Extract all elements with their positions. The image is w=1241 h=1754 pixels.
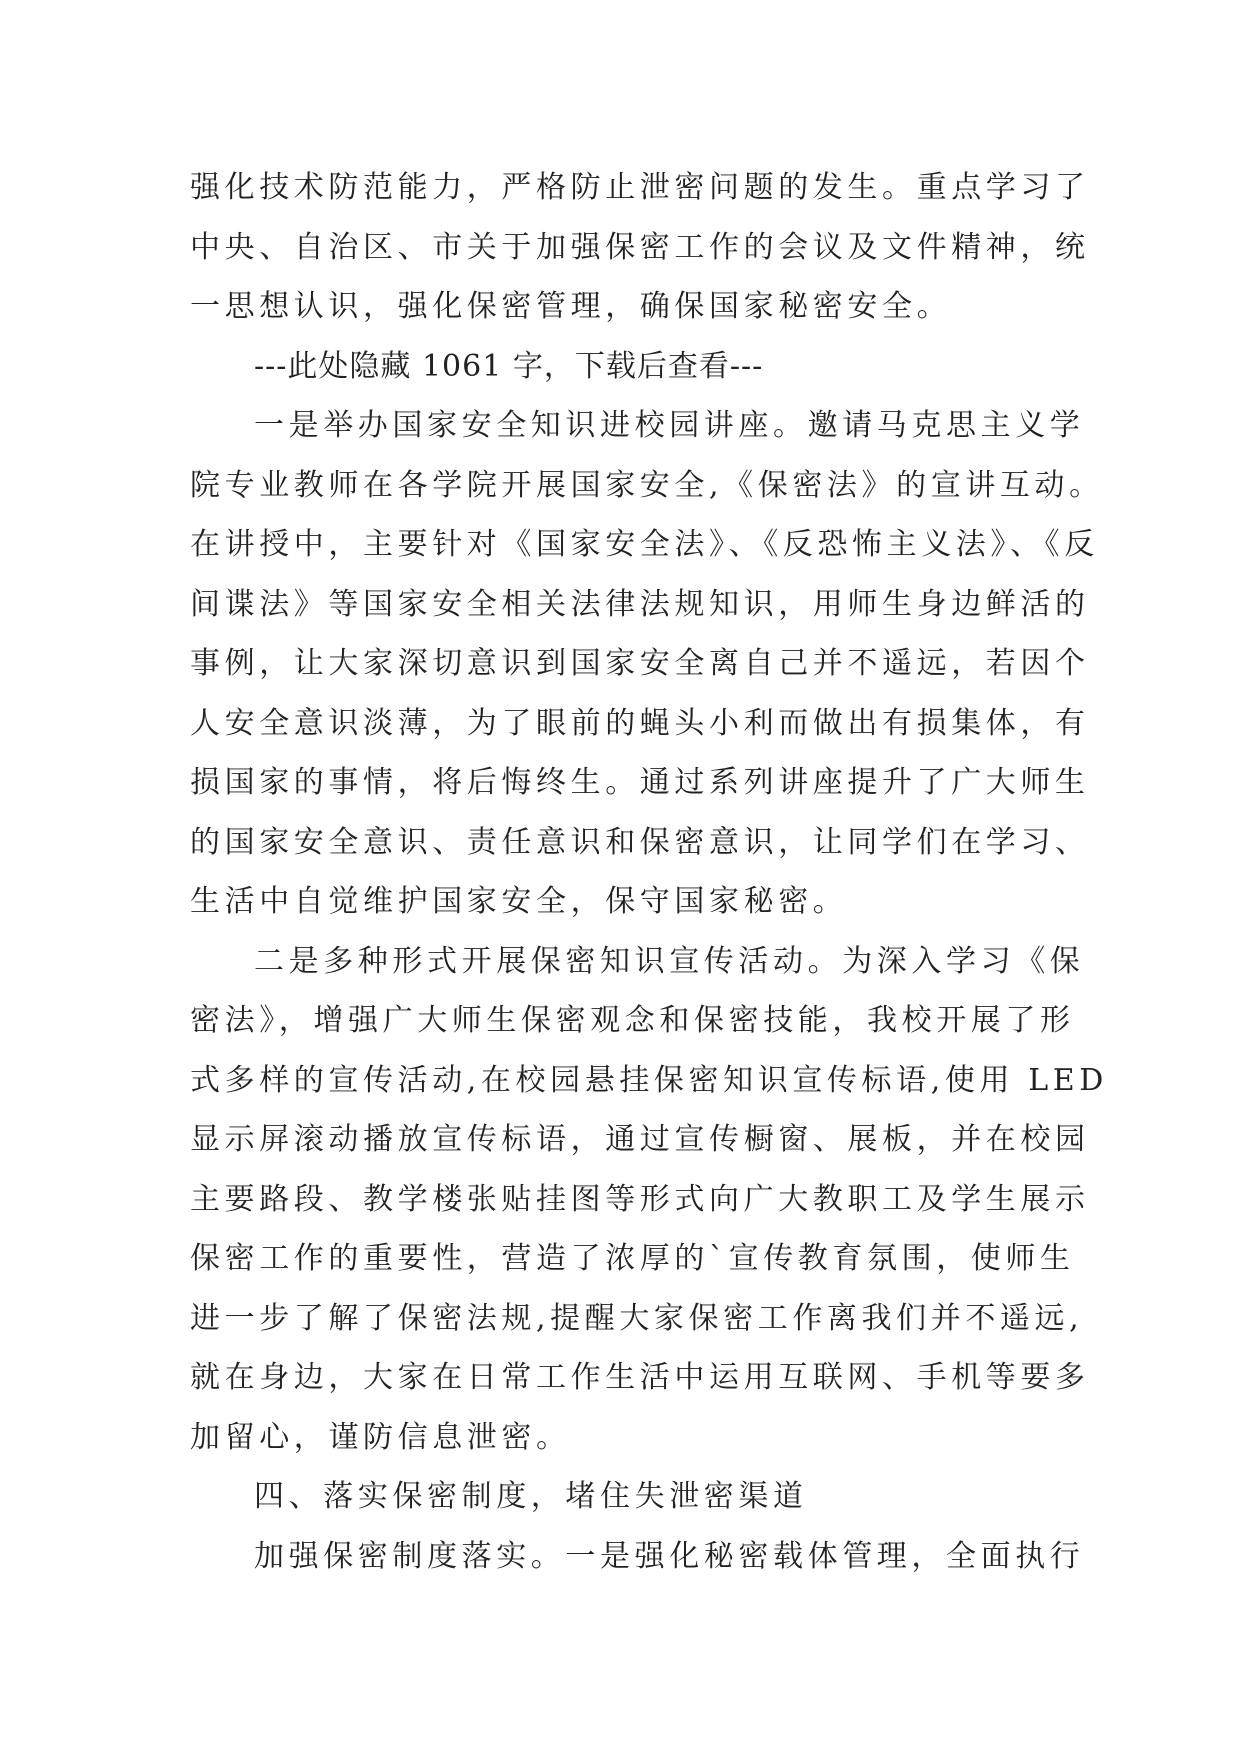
text-line: 进一步了解了保密法规,提醒大家保密工作离我们并不遥远, <box>190 1300 1084 1336</box>
paragraph-start-line: 加强保密制度落实。一是强化秘密载体管理，全面执行 <box>254 1538 1085 1574</box>
text-line: 中央、自治区、市关于加强保密工作的会议及文件精神，统 <box>190 229 1090 265</box>
text-line: 院专业教师在各学院开展国家安全,《保密法》的宣讲互动。 <box>190 467 1104 503</box>
text-line: 加留心，谨防信息泄密。 <box>190 1419 571 1455</box>
text-line: 主要路段、教学楼张贴挂图等形式向广大教职工及学生展示 <box>190 1181 1090 1217</box>
text-line: 人安全意识淡薄，为了眼前的蝇头小利而做出有损集体，有 <box>190 705 1090 741</box>
text-line: 显示屏滚动播放宣传标语，通过宣传橱窗、展板，并在校园 <box>190 1122 1090 1157</box>
text-line: 就在身边，大家在日常工作生活中运用互联网、手机等要多 <box>190 1360 1090 1395</box>
text-line: 生活中自觉维护国家安全，保守国家秘密。 <box>190 884 848 919</box>
text-line: 在讲授中，主要针对《国家安全法》、《反恐怖主义法》、《反 <box>190 527 1099 562</box>
text-line: 事例，让大家深切意识到国家安全离自己并不遥远，若因个 <box>190 646 1090 681</box>
text-line: 式多样的宣传活动,在校园悬挂保密知识宣传标语,使用 LED <box>190 1062 1108 1098</box>
text-line: 的国家安全意识、责任意识和保密意识，让同学们在学习、 <box>190 824 1090 860</box>
document-body <box>190 158 1108 1586</box>
text-line: 损国家的事情，将后悔终生。通过系列讲座提升了广大师生 <box>190 765 1090 800</box>
text-line: 一思想认识，强化保密管理，确保国家秘密安全。 <box>190 289 952 324</box>
text-line: 强化技术防范能力，严格防止泄密问题的发生。重点学习了 <box>190 170 1090 205</box>
text-line: 保密工作的重要性，营造了浓厚的`宣传教育氛围，使师生 <box>190 1241 1075 1276</box>
paragraph-start-line: 一是举办国家安全知识进校园讲座。邀请马克思主义学 <box>254 408 1085 443</box>
text-line: 间谍法》等国家安全相关法律法规知识，用师生身边鲜活的 <box>190 586 1090 622</box>
text-line: 密法》，增强广大师生保密观念和保密技能，我校开展了形 <box>190 1003 1075 1038</box>
hidden-content-notice: ---此处隐藏 1061 字，下载后查看--- <box>254 348 764 384</box>
section-heading: 四、落实保密制度，堵住失泄密渠道 <box>254 1479 808 1514</box>
paragraph-start-line: 二是多种形式开展保密知识宣传活动。为深入学习《保 <box>254 943 1085 979</box>
